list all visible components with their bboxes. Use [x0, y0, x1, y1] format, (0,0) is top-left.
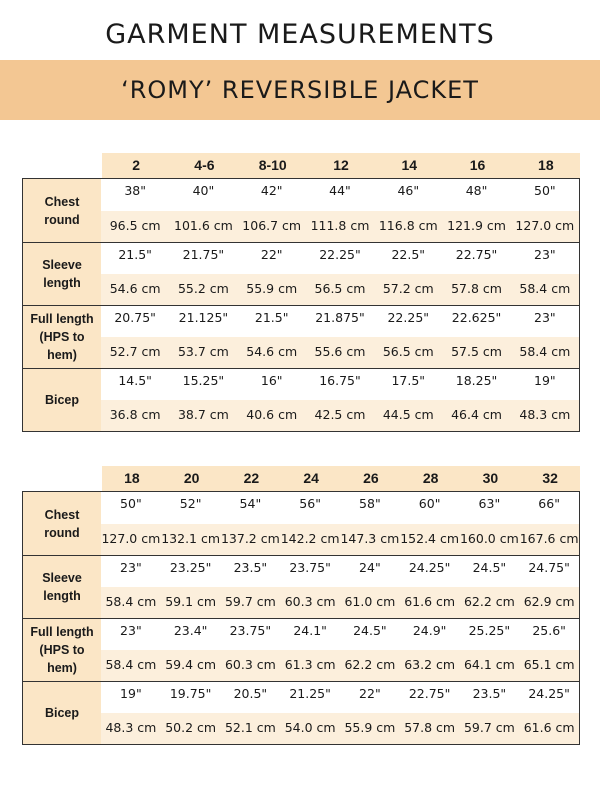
measurement-row: [23, 555, 579, 618]
measurement-label: Full length (HPS to hem): [23, 306, 101, 368]
cm-value: 58.4 cm: [519, 281, 571, 296]
inch-value: 15.25": [182, 373, 225, 388]
inch-value: 23": [120, 560, 142, 575]
cm-value: 61.0 cm: [344, 594, 396, 609]
inch-value: 22": [260, 247, 283, 262]
cm-value: 54.6 cm: [109, 281, 161, 296]
inch-value: 22.75": [455, 247, 498, 262]
cm-value: 42.5 cm: [314, 407, 366, 422]
inch-value: 60": [418, 496, 441, 511]
cm-value: 58.4 cm: [105, 657, 157, 672]
cm-value: 54.6 cm: [246, 344, 298, 359]
inch-value: 16.75": [319, 373, 361, 388]
cm-value: 62.2 cm: [463, 594, 515, 609]
cm-value: 59.1 cm: [165, 594, 217, 609]
inch-value: 21.25": [289, 686, 331, 701]
measurement-label: Chest round: [23, 492, 101, 555]
measurement-label: Bicep: [23, 369, 101, 431]
inch-value: 23.5": [233, 560, 268, 575]
cm-value: 147.3 cm: [340, 530, 400, 546]
cm-value: 36.8 cm: [109, 407, 161, 422]
size-header: 2: [132, 157, 141, 173]
size-header: 18: [124, 470, 140, 486]
cm-value: 57.8 cm: [404, 720, 456, 735]
inch-values-line: [101, 243, 579, 274]
inch-value: 46": [397, 183, 420, 198]
inch-values-line: [101, 492, 579, 524]
inch-value: 22.25": [319, 247, 361, 262]
measurement-row: [23, 618, 579, 681]
measurement-row: [23, 681, 579, 744]
cm-value: 52.7 cm: [109, 344, 161, 359]
cm-value: 127.0 cm: [515, 217, 575, 233]
cm-value: 106.7 cm: [242, 217, 302, 233]
cm-value: 127.0 cm: [101, 530, 161, 546]
measurement-label: Full length (HPS to hem): [23, 619, 101, 681]
cm-value: 54.0 cm: [284, 720, 336, 735]
cm-value: 121.9 cm: [447, 217, 506, 233]
size-header-row: [102, 466, 580, 491]
inch-value: 22.25": [387, 310, 430, 325]
inch-value: 42": [260, 183, 283, 198]
measurement-label: Sleeve length: [23, 243, 101, 305]
cm-value: 101.6 cm: [174, 217, 233, 233]
inch-value: 38": [124, 183, 146, 198]
inch-value: 22": [359, 686, 381, 701]
measurement-body: [22, 491, 580, 745]
cm-values-line: [101, 587, 579, 618]
cm-value: 61.6 cm: [523, 720, 575, 735]
measurement-values: [101, 619, 579, 681]
inch-value: 23.75": [289, 560, 331, 575]
measurement-values: [101, 556, 579, 618]
cm-value: 111.8 cm: [310, 217, 370, 233]
inch-values-line: [101, 306, 579, 337]
inch-values-line: [101, 179, 579, 211]
inch-value: 20.5": [233, 686, 268, 701]
inch-values-line: [101, 556, 579, 587]
measurement-body: [22, 178, 580, 432]
size-header: 32: [542, 470, 558, 486]
inch-value: 21.875": [315, 310, 365, 325]
cm-value: 132.1 cm: [161, 530, 221, 546]
cm-value: 96.5 cm: [109, 217, 161, 233]
measurement-row: [23, 492, 579, 555]
cm-value: 55.2 cm: [177, 281, 229, 296]
inch-values-line: [101, 619, 579, 650]
cm-value: 59.7 cm: [463, 720, 515, 735]
inch-value: 23.5": [472, 686, 507, 701]
inch-value: 25.25": [468, 623, 511, 638]
cm-value: 58.4 cm: [519, 344, 571, 359]
cm-value: 61.6 cm: [404, 594, 456, 609]
size-header: 8-10: [258, 157, 287, 173]
cm-values-line: [101, 713, 579, 744]
inch-value: 24.25": [528, 686, 570, 701]
inch-value: 16": [260, 373, 283, 388]
measurement-row: [23, 305, 579, 368]
cm-value: 38.7 cm: [177, 407, 229, 422]
size-header: 18: [538, 157, 554, 173]
inch-value: 66": [538, 496, 560, 511]
inch-value: 23.4": [173, 623, 208, 638]
cm-value: 58.4 cm: [105, 594, 157, 609]
size-table-large: [22, 466, 580, 745]
cm-values-line: [101, 650, 579, 681]
product-banner: [0, 60, 600, 120]
size-header: 24: [303, 470, 319, 486]
inch-value: 21.5": [254, 310, 289, 325]
cm-values-line: [101, 337, 579, 368]
inch-value: 19": [120, 686, 142, 701]
inch-value: 22.625": [451, 310, 502, 325]
page-title: GARMENT MEASUREMENTS: [105, 19, 495, 50]
inch-value: 48": [465, 183, 488, 198]
cm-value: 56.5 cm: [382, 344, 434, 359]
size-header: 22: [243, 470, 260, 486]
size-header: 26: [363, 470, 379, 486]
cm-value: 142.2 cm: [280, 530, 340, 546]
cm-values-line: [101, 274, 579, 305]
inch-value: 21.75": [182, 247, 225, 262]
cm-value: 55.9 cm: [344, 720, 396, 735]
size-header-row: [102, 153, 580, 178]
inch-value: 17.5": [391, 373, 426, 388]
measurement-values: [101, 243, 579, 305]
inch-value: 24.25": [408, 560, 451, 575]
inch-value: 21.5": [118, 247, 152, 262]
cm-value: 62.2 cm: [344, 657, 396, 672]
product-name: ‘ROMY’ REVERSIBLE JACKET: [121, 76, 479, 104]
measurement-label: Bicep: [23, 682, 101, 744]
measurement-values: [101, 492, 579, 555]
cm-value: 63.2 cm: [404, 657, 456, 672]
cm-value: 57.8 cm: [451, 281, 502, 296]
measurement-values: [101, 179, 579, 242]
inch-values-line: [101, 682, 579, 713]
inch-value: 23": [120, 623, 142, 638]
inch-value: 54": [239, 496, 262, 511]
cm-value: 40.6 cm: [246, 407, 298, 422]
inch-value: 24.75": [528, 560, 570, 575]
size-table-small: [22, 153, 580, 432]
measurement-row: [23, 368, 579, 431]
cm-value: 167.6 cm: [519, 530, 579, 546]
cm-value: 137.2 cm: [220, 530, 280, 546]
measurement-values: [101, 682, 579, 744]
size-header: 14: [401, 157, 418, 173]
measurement-label: Chest round: [23, 179, 101, 242]
cm-value: 48.3 cm: [519, 407, 571, 422]
cm-value: 57.5 cm: [451, 344, 502, 359]
cm-value: 59.4 cm: [165, 657, 217, 672]
inch-value: 24": [359, 560, 381, 575]
size-header: 20: [183, 470, 200, 486]
cm-value: 50.2 cm: [165, 720, 217, 735]
size-header: 4-6: [194, 157, 215, 173]
cm-value: 152.4 cm: [400, 530, 460, 546]
cm-value: 116.8 cm: [378, 217, 438, 233]
inch-value: 14.5": [118, 373, 152, 388]
inch-value: 21.125": [178, 310, 229, 325]
size-header: 28: [422, 470, 439, 486]
inch-value: 56": [299, 496, 321, 511]
inch-value: 50": [534, 183, 556, 198]
cm-value: 61.3 cm: [284, 657, 336, 672]
cm-value: 55.6 cm: [314, 344, 366, 359]
cm-value: 48.3 cm: [105, 720, 157, 735]
cm-values-line: [101, 524, 579, 556]
inch-value: 44": [329, 183, 351, 198]
inch-value: 23.75": [229, 623, 272, 638]
inch-value: 52": [179, 496, 202, 511]
inch-value: 40": [192, 183, 215, 198]
inch-value: 25.6": [532, 623, 566, 638]
inch-value: 63": [478, 496, 501, 511]
cm-value: 59.7 cm: [224, 594, 276, 609]
measurement-values: [101, 306, 579, 368]
measurement-label: Sleeve length: [23, 556, 101, 618]
inch-values-line: [101, 369, 579, 400]
size-header: 16: [469, 157, 486, 173]
inch-value: 19.75": [169, 686, 212, 701]
cm-values-line: [101, 211, 579, 243]
size-header: 12: [333, 157, 349, 173]
cm-value: 44.5 cm: [382, 407, 434, 422]
inch-value: 19": [534, 373, 556, 388]
inch-value: 58": [359, 496, 381, 511]
inch-value: 24.1": [293, 623, 327, 638]
cm-value: 64.1 cm: [463, 657, 515, 672]
cm-value: 55.9 cm: [246, 281, 298, 296]
cm-value: 60.3 cm: [224, 657, 276, 672]
measurement-values: [101, 369, 579, 431]
cm-value: 65.1 cm: [523, 657, 575, 672]
inch-value: 22.75": [408, 686, 451, 701]
inch-value: 22.5": [391, 247, 426, 262]
inch-value: 23.25": [169, 560, 212, 575]
cm-value: 60.3 cm: [284, 594, 336, 609]
inch-value: 20.75": [114, 310, 156, 325]
inch-value: 24.5": [472, 560, 507, 575]
cm-value: 57.2 cm: [382, 281, 434, 296]
cm-value: 160.0 cm: [459, 530, 519, 546]
inch-value: 24.5": [353, 623, 387, 638]
measurement-row: [23, 242, 579, 305]
cm-value: 62.9 cm: [523, 594, 575, 609]
cm-value: 53.7 cm: [177, 344, 229, 359]
measurement-row: [23, 179, 579, 242]
cm-value: 46.4 cm: [451, 407, 502, 422]
size-header: 30: [482, 470, 499, 486]
inch-value: 50": [120, 496, 142, 511]
cm-value: 52.1 cm: [224, 720, 276, 735]
cm-values-line: [101, 400, 579, 431]
inch-value: 18.25": [455, 373, 498, 388]
cm-value: 56.5 cm: [314, 281, 366, 296]
inch-value: 23": [534, 310, 556, 325]
inch-value: 24.9": [412, 623, 447, 638]
inch-value: 23": [534, 247, 556, 262]
